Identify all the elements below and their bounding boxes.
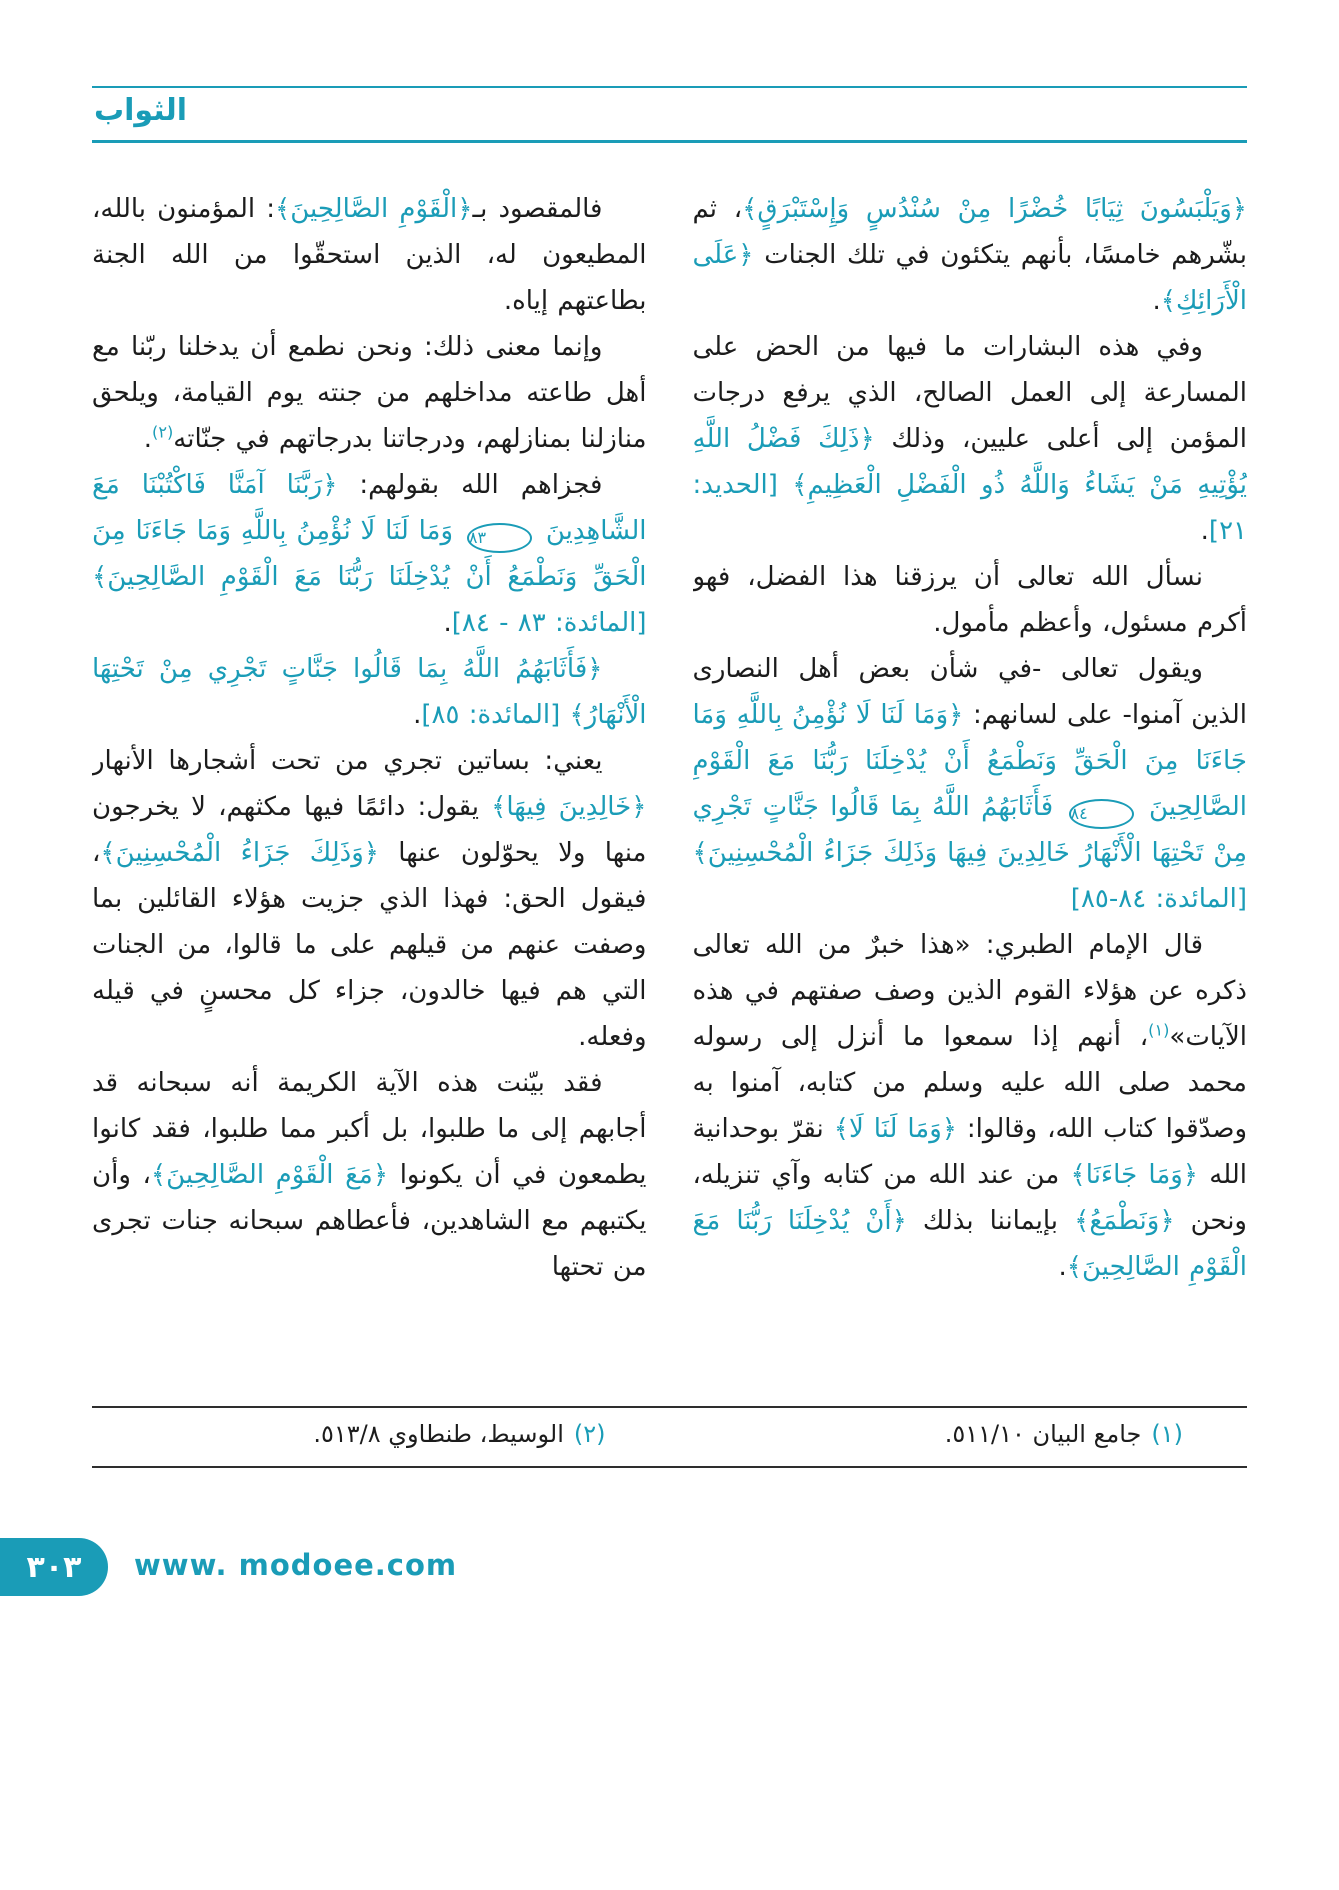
quran-verse: ﴿وَمَا جَاءَنَا﴾ bbox=[1070, 1160, 1199, 1190]
body-text: : المؤمنون بالله، المطيعون له، الذين استحقّوا من الله الجنة بطاعتهم إياه. bbox=[92, 194, 647, 316]
quran-verse: ﴿خَالِدِينَ فِيهَا﴾ bbox=[491, 792, 647, 822]
body-text: يقول: دائمًا فيها مكثهم، لا يخرجون منها ولا يحوّلون عنها bbox=[92, 792, 647, 868]
paragraph bbox=[92, 324, 647, 462]
quran-verse: وَمَا لَنَا لَا نُؤْمِنُ بِاللَّهِ وَمَا جَاءَنَا مِنَ الْحَقِّ وَنَطْمَعُ أَنْ يُدْخِلَنَا رَبُّنَا مَعَ الْقَوْمِ الصَّالِحِينَ﴾ bbox=[92, 516, 647, 592]
body-text: من عند الله من كتابه وآي تنزيله، ونحن bbox=[692, 1160, 1247, 1236]
ayah-number-badge: ٨٤ bbox=[1069, 799, 1134, 829]
quran-verse: ﴿ذَلِكَ فَضْلُ اللَّهِ يُؤْتِيهِ مَنْ يَشَاءُ وَاللَّهُ ذُو الْفَضْلِ الْعَظِيمِ﴾ bbox=[692, 424, 1247, 500]
body-text: . bbox=[1058, 1252, 1067, 1282]
quran-verse: ﴿عَلَى الْأَرَائِكِ﴾ bbox=[692, 240, 1247, 316]
body-text: وفي هذه البشارات ما فيها من الحض على المسارعة إلى العمل الصالح، الذي يرفع درجات المؤمن إلى أعلى عليين، وذلك bbox=[692, 332, 1247, 454]
verse-reference: [المائدة: ٨٣ - ٨٤] bbox=[451, 608, 647, 638]
body-text: . bbox=[413, 700, 422, 730]
paragraph bbox=[693, 324, 1248, 554]
footnote-rule-bottom bbox=[92, 1466, 1247, 1468]
footnote-marker: (٢) bbox=[152, 422, 174, 442]
body-text: قال الإمام الطبري: «هذا خبرٌ من الله تعالى ذكره عن هؤلاء القوم الذين وصف صفتهم في هذه الآيات» bbox=[692, 930, 1247, 1052]
body-text: يعني: بساتين تجري من تحت أشجارها الأنهار bbox=[92, 746, 603, 776]
verse-reference: [الحديد: ٢١] bbox=[692, 470, 1247, 546]
quran-verse: ﴿أَنْ يُدْخِلَنَا رَبُّنَا مَعَ الْقَوْمِ الصَّالِحِينَ﴾ bbox=[692, 1206, 1247, 1282]
paragraph bbox=[693, 922, 1248, 1290]
footnote-marker: (١) bbox=[1148, 1020, 1170, 1040]
quran-verse: ﴿مَعَ الْقَوْمِ الصَّالِحِينَ﴾ bbox=[150, 1160, 389, 1190]
verse-reference: [المائدة: ٨٤-٨٥] bbox=[1070, 884, 1247, 914]
body-text: فقد بيّنت هذه الآية الكريمة أنه سبحانه قد أجابهم إلى ما طلبوا، بل أكبر مما طلبوا، فقد كانوا يطمعون في أن يكونوا bbox=[92, 1068, 647, 1190]
footnote-1 bbox=[670, 1410, 1248, 1464]
body-text: ، وأن يكتبهم مع الشاهدين، فأعطاهم سبحانه جنات تجرى من تحتها bbox=[92, 1160, 647, 1282]
body-text: . bbox=[443, 608, 452, 638]
paragraph bbox=[92, 646, 647, 738]
body-text: وإنما معنى ذلك: ونحن نطمع أن يدخلنا ربّنا مع أهل طاعته مداخلهم من جنته يوم القيامة، ويلحق منازلنا بمنازلهم، ودرجاتنا بدرجاتهم في جنّاته bbox=[92, 332, 647, 454]
footnote-2-text: الوسيط، طنطاوي ٥١٣/٨. bbox=[313, 1420, 564, 1448]
quran-verse: ﴿رَبَّنَا آمَنَّا فَاكْتُبْنَا مَعَ الشَّاهِدِينَ bbox=[92, 470, 647, 546]
header-rule-bottom bbox=[92, 140, 1247, 143]
quran-verse: ﴿وَمَا لَنَا لَا﴾ bbox=[833, 1114, 957, 1144]
content-columns bbox=[92, 186, 1247, 1394]
page-number: ٣٠٣ bbox=[26, 1549, 82, 1585]
body-text: نسأل الله تعالى أن يرزقنا هذا الفضل، فهو أكرم مسئول، وأعظم مأمول. bbox=[692, 562, 1247, 638]
column-left bbox=[92, 186, 647, 1394]
paragraph bbox=[92, 462, 647, 646]
footnote-2-marker: (٢) bbox=[573, 1420, 606, 1448]
page-number-badge bbox=[0, 1538, 108, 1596]
footnote-1-marker: (١) bbox=[1151, 1420, 1183, 1448]
quran-verse: ﴿وَذَلِكَ جَزَاءُ الْمُحْسِنِينَ﴾ bbox=[100, 838, 379, 868]
page-header-title: الثواب bbox=[94, 93, 188, 128]
body-text: نقرّ بوحدانية الله bbox=[692, 1114, 1247, 1190]
website-url: www. modoee.com bbox=[134, 1548, 458, 1582]
column-right bbox=[693, 186, 1248, 1394]
quran-verse: ﴿وَنَطْمَعُ﴾ bbox=[1074, 1206, 1175, 1236]
quran-verse: ﴿فَأَثَابَهُمُ اللَّهُ بِمَا قَالُوا جَنَّاتٍ تَجْرِي مِنْ تَحْتِهَا الْأَنْهَارُ﴾ bbox=[92, 654, 647, 730]
body-text: فالمقصود بـ bbox=[472, 194, 603, 224]
paragraph bbox=[92, 186, 647, 324]
body-text: . bbox=[143, 424, 153, 454]
body-text: ويقول تعالى -في شأن بعض أهل النصارى الذين آمنوا- على لسانهم: bbox=[692, 654, 1247, 730]
body-text: ، أنهم إذا سمعوا ما أنزل إلى رسوله محمد صلى الله عليه وسلم من كتابه، آمنوا به وصدّقوا كتاب الله، وقالوا: bbox=[692, 1022, 1247, 1144]
paragraph bbox=[693, 554, 1248, 646]
header-rule-top bbox=[92, 86, 1247, 88]
body-text: . bbox=[1152, 286, 1161, 316]
ayah-number-badge: ٨٣ bbox=[467, 523, 532, 553]
body-text: بإيماننا بذلك bbox=[906, 1206, 1075, 1236]
paragraph bbox=[693, 646, 1248, 922]
footnotes bbox=[92, 1410, 1247, 1464]
quran-verse: ﴿الْقَوْمِ الصَّالِحِينَ﴾ bbox=[275, 194, 473, 224]
footnote-2 bbox=[92, 1410, 670, 1464]
paragraph bbox=[693, 186, 1248, 324]
quran-verse: ﴿وَيَلْبَسُونَ ثِيَابًا خُضْرًا مِنْ سُنْدُسٍ وَإِسْتَبْرَقٍ﴾ bbox=[742, 194, 1247, 224]
footnote-1-text: جامع البيان ٥١١/١٠. bbox=[944, 1420, 1142, 1448]
footnote-rule-top bbox=[92, 1406, 1247, 1408]
verse-reference: [المائدة: ٨٥] bbox=[421, 700, 561, 730]
body-text bbox=[778, 470, 792, 500]
body-text bbox=[560, 700, 569, 730]
quran-verse: ﴿وَمَا لَنَا لَا نُؤْمِنُ بِاللَّهِ وَمَا جَاءَنَا مِنَ الْحَقِّ وَنَطْمَعُ أَنْ يُدْخِلَنَا رَبُّنَا مَعَ الْقَوْمِ الصَّالِحِينَ bbox=[692, 700, 1247, 822]
body-text: . bbox=[1200, 516, 1209, 546]
body-text: فجزاهم الله بقولهم: bbox=[337, 470, 603, 500]
body-text: ، ثم بشّرهم خامسًا، بأنهم يتكئون في تلك الجنات bbox=[692, 194, 1247, 270]
quran-verse: فَأَثَابَهُمُ اللَّهُ بِمَا قَالُوا جَنَّاتٍ تَجْرِي مِنْ تَحْتِهَا الْأَنْهَارُ خَالِدِينَ فِيهَا وَذَلِكَ جَزَاءُ الْمُحْسِنِينَ﴾ bbox=[692, 792, 1247, 868]
paragraph bbox=[92, 1060, 647, 1290]
paragraph bbox=[92, 738, 647, 1060]
body-text: ، فيقول الحق: فهذا الذي جزيت هؤلاء القائلين بما وصفت عنهم من قيلهم على ما قالوا، من الجنات التي هم فيها خالدون، جزاء كل محسنٍ في قيله وفعله. bbox=[92, 838, 647, 1052]
